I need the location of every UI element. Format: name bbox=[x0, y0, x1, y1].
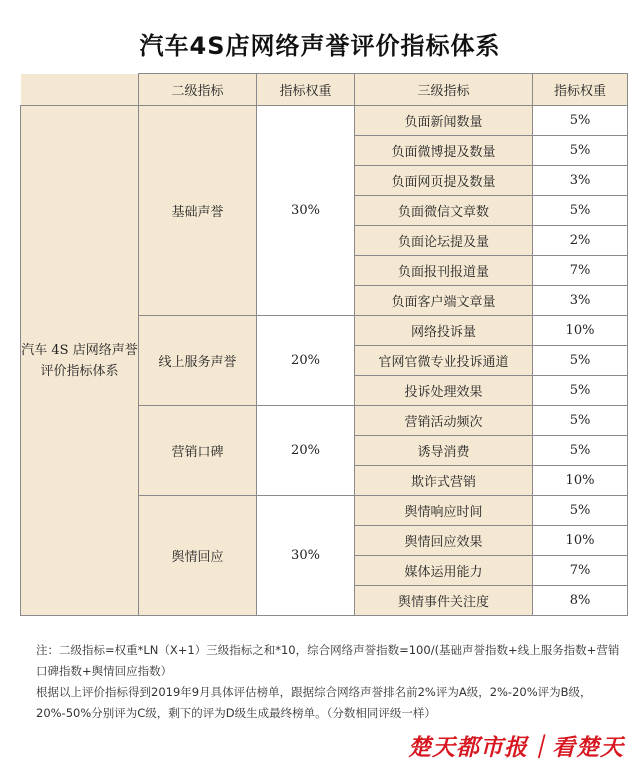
col-header-level2: 二级指标 bbox=[139, 74, 257, 106]
level3-weight-cell: 5% bbox=[533, 376, 628, 406]
level3-weight-cell: 8% bbox=[533, 586, 628, 616]
indicator-table bbox=[20, 73, 628, 616]
page-title: 汽车4S店网络声誉评价指标体系 bbox=[139, 32, 501, 60]
level3-name-cell: 欺诈式营销 bbox=[355, 466, 533, 496]
level3-name-cell: 舆情事件关注度 bbox=[355, 586, 533, 616]
level2-name-cell: 舆情回应 bbox=[139, 496, 257, 616]
level3-weight-cell: 5% bbox=[533, 436, 628, 466]
col-header-weight3: 指标权重 bbox=[533, 74, 628, 106]
footnote-line-2: 根据以上评价指标得到2019年9月具体评估榜单，跟据综合网络声誉排名前2%评为A级，2%-20%评为B级，20%-50%分别评为C级，剩下的评为D级生成最终榜单。（分数相同评级一样） bbox=[36, 685, 592, 720]
level3-name-cell: 舆情回应效果 bbox=[355, 526, 533, 556]
level3-name-cell: 媒体运用能力 bbox=[355, 556, 533, 586]
footnote-line-1: 注：二级指标=权重*LN（X+1）三级指标之和*10，综合网络声誉指数=100/(基础声誉指数+线上服务指数+营销口碑指数+舆情回应指数） bbox=[36, 643, 620, 678]
publisher-watermark: 楚天都市报｜看楚天 bbox=[408, 734, 624, 761]
level3-name-cell: 舆情响应时间 bbox=[355, 496, 533, 526]
col-header-level3: 三级指标 bbox=[355, 74, 533, 106]
level2-weight-cell: 30% bbox=[257, 106, 355, 316]
level3-name-cell: 负面论坛提及量 bbox=[355, 226, 533, 256]
footnote bbox=[36, 640, 626, 724]
level3-weight-cell: 5% bbox=[533, 346, 628, 376]
level2-name-cell: 营销口碑 bbox=[139, 406, 257, 496]
level3-weight-cell: 10% bbox=[533, 466, 628, 496]
level2-name-cell: 基础声誉 bbox=[139, 106, 257, 316]
header-row bbox=[21, 74, 628, 106]
level2-name-cell: 线上服务声誉 bbox=[139, 316, 257, 406]
level2-weight-cell: 20% bbox=[257, 316, 355, 406]
level3-weight-cell: 3% bbox=[533, 166, 628, 196]
level3-weight-cell: 10% bbox=[533, 316, 628, 346]
level3-weight-cell: 10% bbox=[533, 526, 628, 556]
level3-weight-cell: 5% bbox=[533, 136, 628, 166]
level3-name-cell: 负面网页提及数量 bbox=[355, 166, 533, 196]
level3-name-cell: 诱导消费 bbox=[355, 436, 533, 466]
level3-weight-cell: 3% bbox=[533, 286, 628, 316]
level2-weight-cell: 30% bbox=[257, 496, 355, 616]
col-header-weight2: 指标权重 bbox=[257, 74, 355, 106]
root-indicator-cell: 汽车 4S 店网络声誉评价指标体系 bbox=[21, 106, 139, 616]
corner-cell bbox=[21, 74, 139, 106]
level3-name-cell: 负面微信文章数 bbox=[355, 196, 533, 226]
level3-weight-cell: 5% bbox=[533, 196, 628, 226]
level3-weight-cell: 5% bbox=[533, 406, 628, 436]
level3-name-cell: 负面客户端文章量 bbox=[355, 286, 533, 316]
level3-weight-cell: 7% bbox=[533, 556, 628, 586]
level3-name-cell: 负面报刊报道量 bbox=[355, 256, 533, 286]
table-row bbox=[21, 106, 628, 136]
level3-name-cell: 负面新闻数量 bbox=[355, 106, 533, 136]
level3-weight-cell: 7% bbox=[533, 256, 628, 286]
level3-name-cell: 营销活动频次 bbox=[355, 406, 533, 436]
level3-name-cell: 投诉处理效果 bbox=[355, 376, 533, 406]
level3-name-cell: 官网官微专业投诉通道 bbox=[355, 346, 533, 376]
level3-name-cell: 负面微博提及数量 bbox=[355, 136, 533, 166]
level3-name-cell: 网络投诉量 bbox=[355, 316, 533, 346]
level3-weight-cell: 5% bbox=[533, 496, 628, 526]
level2-weight-cell: 20% bbox=[257, 406, 355, 496]
level3-weight-cell: 5% bbox=[533, 106, 628, 136]
level3-weight-cell: 2% bbox=[533, 226, 628, 256]
